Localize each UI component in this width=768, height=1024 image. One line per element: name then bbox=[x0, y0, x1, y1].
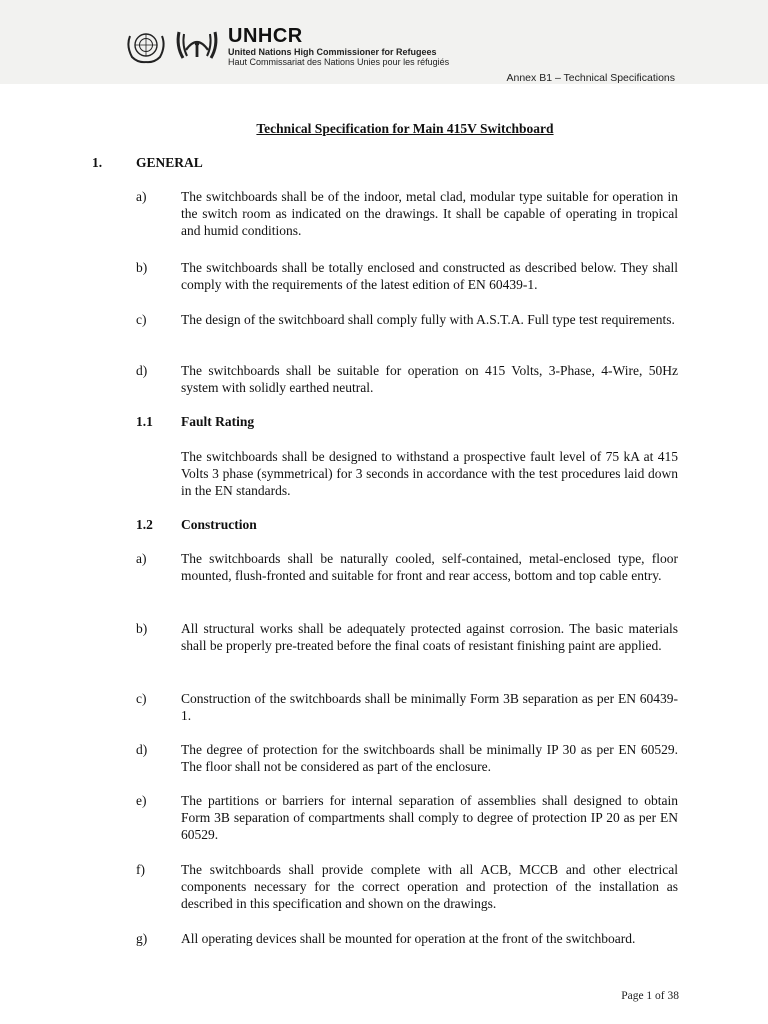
subsection-1-1-number: 1.1 bbox=[136, 414, 153, 429]
section-1-title: GENERAL bbox=[136, 155, 203, 170]
general-item-c-text: The design of the switchboard shall comply fully with A.S.T.A. Full type test requirements. bbox=[181, 312, 675, 327]
construction-item-f-label: f) bbox=[136, 862, 145, 877]
unhcr-logo bbox=[124, 26, 449, 66]
subsection-1-1-title: Fault Rating bbox=[181, 414, 255, 429]
construction-item-b-text: All structural works shall be adequately protected against corrosion. The basic materials shall be properly pre-treated before the final coats of resistant finishing paint are applied. bbox=[181, 621, 678, 653]
general-item-d-label: d) bbox=[136, 363, 148, 378]
brand-french: Haut Commissariat des Nations Unies pour les réfugiés bbox=[228, 56, 450, 67]
general-item-a-text: The switchboards shall be of the indoor, metal clad, modular type suitable for operation in the switch room as indicated on the drawings. It shall be capable of operating in tropical and humid conditions. bbox=[181, 189, 678, 238]
fault-rating-text: The switchboards shall be designed to withstand a prospective fault level of 75 kA at 415 Volts 3 phase (symmetrical) for 3 seconds in accordance with the test procedures laid down in the EN standards. bbox=[181, 449, 678, 498]
brand-block bbox=[228, 26, 449, 67]
general-item-a-label: a) bbox=[136, 189, 147, 204]
construction-item-e-text: The partitions or barriers for internal separation of assemblies shall designed to obtain Form 3B separation of compartments shall comply to degree of protection IP 20 as per EN 60529. bbox=[181, 793, 678, 842]
general-item-b-text: The switchboards shall be totally enclosed and constructed as described below. They shall comply with the requirements of the latest edition of EN 60439-1. bbox=[181, 260, 678, 292]
document-title: Technical Specification for Main 415V Switchboard bbox=[256, 121, 554, 136]
subsection-1-2-number: 1.2 bbox=[136, 517, 153, 532]
construction-item-g-text: All operating devices shall be mounted for operation at the front of the switchboard. bbox=[181, 931, 636, 946]
construction-item-g-label: g) bbox=[136, 931, 148, 946]
subsection-1-2-title: Construction bbox=[181, 517, 257, 532]
construction-item-a-text: The switchboards shall be naturally cooled, self-contained, metal-enclosed type, floor mounted, flush-fronted and suitable for front and rear access, bottom and top cable entry. bbox=[181, 551, 678, 583]
section-1-number: 1. bbox=[92, 155, 103, 170]
construction-item-c-label: c) bbox=[136, 691, 147, 706]
construction-item-d-label: d) bbox=[136, 742, 148, 757]
construction-item-d-text: The degree of protection for the switchboards shall be minimally IP 30 as per EN 60529. The floor shall not be considered as part of the enclosure. bbox=[181, 742, 678, 774]
construction-item-e-label: e) bbox=[136, 793, 147, 808]
general-item-c-label: c) bbox=[136, 312, 147, 327]
page-number: Page 1 of 38 bbox=[621, 990, 679, 1002]
construction-item-b-label: b) bbox=[136, 621, 148, 636]
construction-item-a-label: a) bbox=[136, 551, 147, 566]
construction-item-f-text: The switchboards shall provide complete with all ACB, MCCB and other electrical components necessary for the correct operation and protection of the installation as described in this specification and shown on the drawings. bbox=[181, 862, 678, 911]
construction-item-c-text: Construction of the switchboards shall be minimally Form 3B separation as per EN 60439-1. bbox=[181, 691, 678, 723]
general-item-d-text: The switchboards shall be suitable for operation on 415 Volts, 3-Phase, 4-Wire, 50Hz system with solidly earthed neutral. bbox=[181, 363, 678, 395]
brand-name: UNHCR bbox=[228, 24, 303, 47]
unhcr-emblem-icon bbox=[174, 26, 220, 66]
annex-label: Annex B1 – Technical Specifications bbox=[506, 72, 675, 84]
general-item-b-label: b) bbox=[136, 260, 148, 275]
un-emblem-icon bbox=[124, 26, 168, 66]
brand-english: United Nations High Commissioner for Refugees bbox=[228, 46, 437, 57]
